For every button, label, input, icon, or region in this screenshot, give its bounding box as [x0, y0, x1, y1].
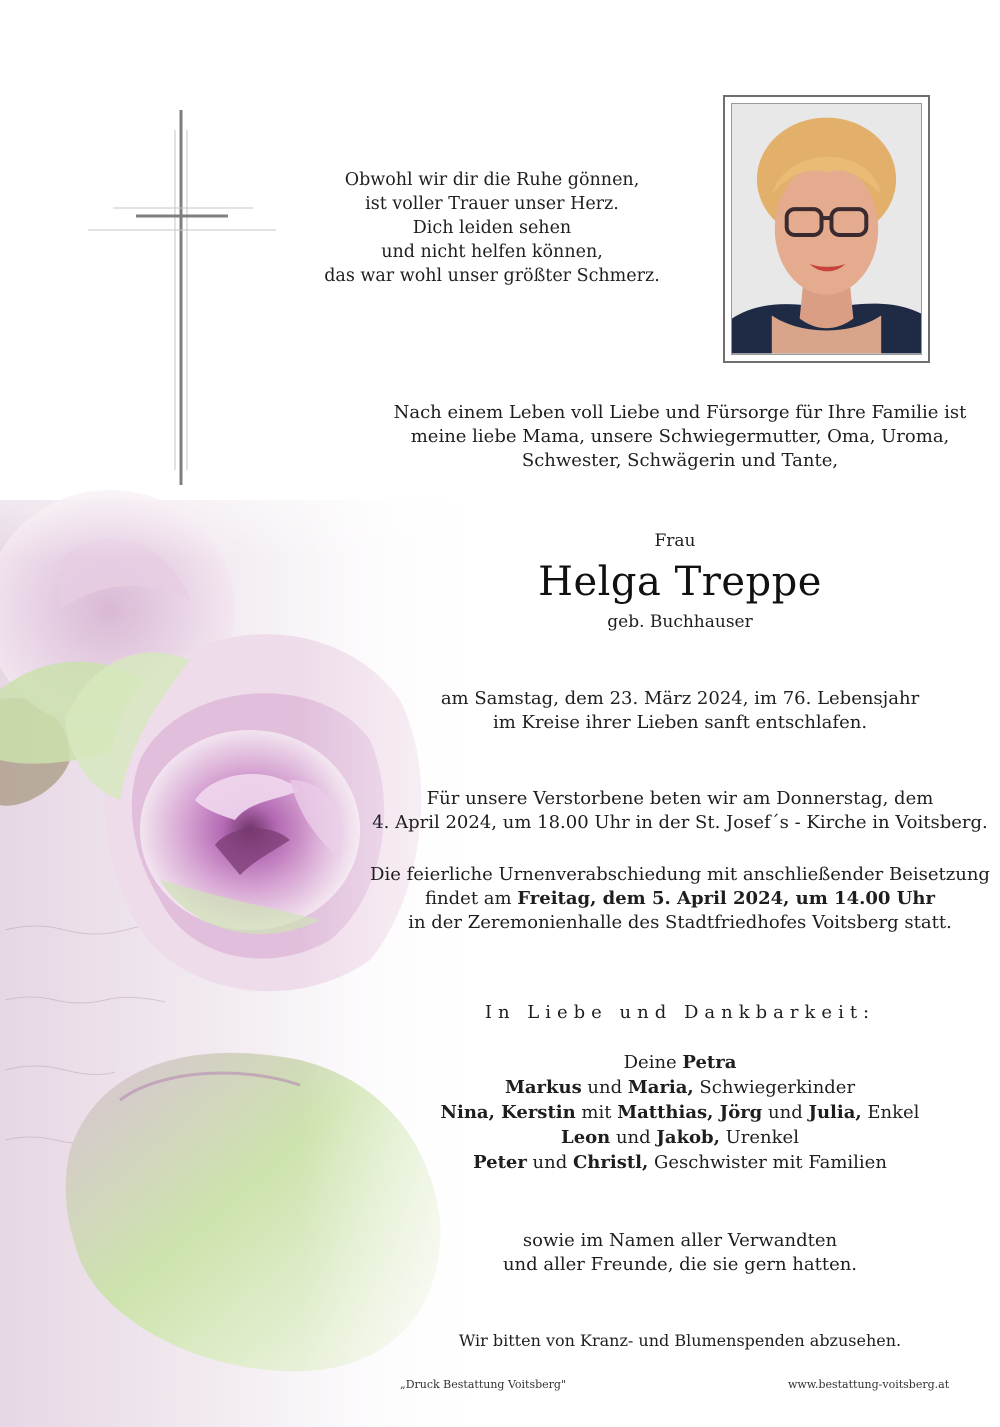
intro-line: Schwester, Schwägerin und Tante,: [521, 450, 839, 471]
mourner-name: Markus: [504, 1077, 582, 1098]
mourner-text: Enkel: [861, 1102, 920, 1123]
death-line: im Kreise ihrer Lieben sanft entschlafen.: [492, 712, 868, 733]
mourner-line: [380, 1075, 980, 1100]
poem-line: das war wohl unser größter Schmerz.: [324, 266, 660, 286]
poem-line: Dich leiden sehen: [412, 218, 572, 238]
mourner-name: Christl,: [572, 1152, 649, 1173]
mourner-text: und: [581, 1077, 628, 1098]
salutation: Frau: [654, 531, 696, 551]
funeral-line: in der Zeremonienhalle des Stadtfriedhofes Voitsberg statt.: [408, 912, 952, 933]
relatives-line: sowie im Namen aller Verwandten: [522, 1230, 838, 1251]
mourner-name: Leon: [561, 1127, 611, 1148]
funeral-date: Freitag, dem 5. April 2024, um 14.00 Uhr: [517, 888, 935, 909]
mourner-name: Jakob,: [656, 1127, 720, 1148]
prayer-line: 4. April 2024, um 18.00 Uhr in der St. Josef´s - Kirche in Voitsberg.: [372, 812, 988, 833]
mourner-name: Petra: [682, 1052, 737, 1073]
flower-request: Wir bitten von Kranz- und Blumenspenden abzusehen.: [458, 1331, 902, 1350]
poem-line: Obwohl wir dir die Ruhe gönnen,: [344, 170, 640, 190]
printer-credit: „Druck Bestattung Voitsberg": [400, 1378, 566, 1391]
mourner-line: [380, 1150, 980, 1175]
website-link[interactable]: www.bestattung-voitsberg.at: [788, 1378, 950, 1391]
intro-text: [380, 401, 980, 473]
death-line: am Samstag, dem 23. März 2024, im 76. Lebensjahr: [440, 688, 920, 709]
mourner-name: Peter: [473, 1152, 527, 1173]
mourner-text: und: [610, 1127, 657, 1148]
mourner-text: Geschwister mit Familien: [648, 1152, 887, 1173]
mourner-text: Urenkel: [719, 1127, 799, 1148]
funeral-line: Die feierliche Urnenverabschiedung mit anschließender Beisetzung: [370, 864, 990, 885]
portrait-photo: [731, 103, 922, 355]
mourner-name: Nina, Kerstin: [440, 1102, 576, 1123]
prayer-line: Für unsere Verstorbene beten wir am Donnerstag, dem: [426, 788, 934, 809]
mourner-name: Maria,: [627, 1077, 694, 1098]
poem-line: und nicht helfen können,: [381, 242, 603, 262]
portrait-photo-frame: [723, 95, 930, 363]
funeral-text: findet am: [425, 888, 518, 909]
mourner-line: [380, 1125, 980, 1150]
mourner-line: [380, 1050, 980, 1075]
mourner-line: [380, 1100, 980, 1125]
mourner-text: Deine: [623, 1052, 683, 1073]
mourner-text: und: [526, 1152, 573, 1173]
mourner-text: mit: [575, 1102, 618, 1123]
mourner-name: Julia,: [808, 1102, 862, 1123]
death-notice: [400, 687, 960, 735]
intro-line: meine liebe Mama, unsere Schwiegermutter, Oma, Uroma,: [410, 426, 950, 447]
cross-icon: [88, 110, 278, 490]
mourners-list: [380, 1050, 980, 1175]
mourner-text: Schwiegerkinder: [693, 1077, 856, 1098]
relatives-line: und aller Freunde, die sie gern hatten.: [502, 1254, 858, 1275]
relatives-note: [420, 1229, 940, 1277]
thanks-heading: In Liebe und Dankbarkeit:: [484, 1002, 876, 1023]
funeral-line: [370, 887, 990, 911]
poem: [322, 168, 662, 288]
deceased-name: Helga Treppe: [538, 559, 822, 605]
mourner-text: und: [762, 1102, 809, 1123]
poem-line: ist voller Trauer unser Herz.: [365, 194, 619, 214]
mourner-name: Matthias, Jörg: [617, 1102, 763, 1123]
prayer-notice: [370, 787, 990, 835]
intro-line: Nach einem Leben voll Liebe und Fürsorge für Ihre Familie ist: [393, 402, 967, 423]
funeral-notice: [370, 863, 990, 935]
maiden-name: geb. Buchhauser: [607, 612, 753, 632]
